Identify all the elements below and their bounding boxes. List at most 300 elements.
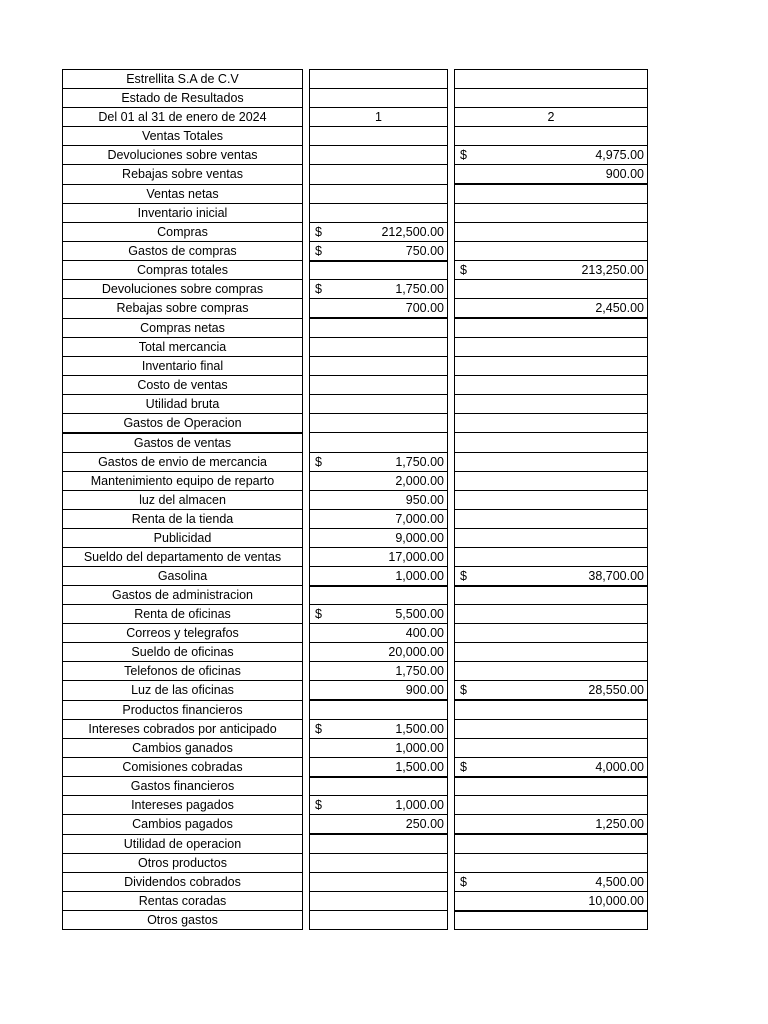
column-gap <box>303 566 310 586</box>
column-gap <box>448 222 455 241</box>
table-row <box>63 89 648 108</box>
column-1-cell <box>310 203 448 222</box>
column-1-cell <box>310 757 448 777</box>
row-label: Devoluciones sobre ventas <box>63 146 303 165</box>
amount-value: 700.00 <box>405 301 444 315</box>
row-label: Sueldo del departamento de ventas <box>63 547 303 566</box>
amount-value: 5,500.00 <box>395 607 444 621</box>
column-gap <box>448 413 455 433</box>
column-1-cell <box>310 586 448 605</box>
column-2-cell <box>455 318 648 337</box>
amount-value: 400.00 <box>405 626 444 640</box>
column-gap <box>448 681 455 701</box>
column-gap <box>448 815 455 835</box>
row-label: Gastos de administracion <box>63 586 303 605</box>
column-2-cell <box>455 796 648 815</box>
amount-value: 2 <box>547 110 555 124</box>
column-1-cell <box>310 662 448 681</box>
column-2-cell <box>455 490 648 509</box>
column-gap <box>303 146 310 165</box>
amount-value: 212,500.00 <box>381 224 444 239</box>
column-2-cell <box>455 528 648 547</box>
column-2-cell <box>455 834 648 853</box>
table-row <box>63 872 648 891</box>
column-1-cell <box>310 299 448 319</box>
column-gap <box>448 757 455 777</box>
table-row <box>63 280 648 299</box>
column-gap <box>303 184 310 203</box>
column-gap <box>303 433 310 453</box>
amount-value: 900.00 <box>405 683 444 697</box>
row-label: Comisiones cobradas <box>63 757 303 777</box>
column-gap <box>448 490 455 509</box>
amount-value: 950.00 <box>405 492 444 507</box>
column-2-cell <box>455 777 648 796</box>
column-1-cell <box>310 605 448 624</box>
column-gap <box>448 299 455 319</box>
currency-symbol: $ <box>315 721 322 736</box>
column-1-cell <box>310 222 448 241</box>
column-gap <box>448 108 455 127</box>
table-row <box>63 719 648 738</box>
row-label: Del 01 al 31 de enero de 2024 <box>63 108 303 127</box>
table-row <box>63 490 648 509</box>
column-1-cell <box>310 891 448 911</box>
row-label: Intereses pagados <box>63 796 303 815</box>
row-label: Gastos financieros <box>63 777 303 796</box>
table-row <box>63 738 648 757</box>
column-gap <box>448 70 455 89</box>
row-label: Estado de Resultados <box>63 89 303 108</box>
column-gap <box>448 624 455 643</box>
column-2-cell <box>455 222 648 241</box>
column-1-cell <box>310 127 448 146</box>
column-gap <box>303 911 310 930</box>
row-label: Gastos de envio de mercancia <box>63 452 303 471</box>
column-gap <box>303 757 310 777</box>
column-gap <box>303 375 310 394</box>
column-gap <box>303 891 310 911</box>
amount-value: 4,000.00 <box>595 759 644 774</box>
amount-value: 1,500.00 <box>395 721 444 736</box>
column-gap <box>448 738 455 757</box>
column-gap <box>448 662 455 681</box>
amount-value: 1,500.00 <box>395 759 444 774</box>
column-gap <box>303 624 310 643</box>
table-row <box>63 146 648 165</box>
row-label: Otros gastos <box>63 911 303 930</box>
row-label: Productos financieros <box>63 700 303 719</box>
currency-symbol: $ <box>460 263 467 277</box>
column-gap <box>448 566 455 586</box>
currency-symbol: $ <box>315 224 322 239</box>
column-2-cell <box>455 471 648 490</box>
column-gap <box>303 337 310 356</box>
currency-symbol: $ <box>315 798 322 812</box>
column-2-cell <box>455 815 648 835</box>
column-gap <box>448 777 455 796</box>
column-2-cell <box>455 413 648 433</box>
column-gap <box>303 662 310 681</box>
table-row <box>63 834 648 853</box>
amount-value: 2,000.00 <box>395 473 444 488</box>
column-gap <box>303 834 310 853</box>
column-gap <box>448 433 455 453</box>
column-2-cell <box>455 605 648 624</box>
column-gap <box>448 891 455 911</box>
row-label: Cambios pagados <box>63 815 303 835</box>
amount-value: 900.00 <box>605 167 644 181</box>
column-gap <box>448 127 455 146</box>
table-row <box>63 337 648 356</box>
column-gap <box>303 509 310 528</box>
column-1-cell <box>310 566 448 586</box>
column-2-cell <box>455 566 648 586</box>
currency-symbol: $ <box>315 282 322 296</box>
column-2-cell <box>455 89 648 108</box>
column-2-cell <box>455 280 648 299</box>
column-gap <box>448 394 455 413</box>
column-gap <box>303 528 310 547</box>
table-row <box>63 911 648 930</box>
amount-value: 250.00 <box>405 817 444 831</box>
row-label: Gasolina <box>63 566 303 586</box>
column-1-cell <box>310 394 448 413</box>
row-label: Gastos de Operacion <box>63 413 303 433</box>
table-row <box>63 222 648 241</box>
column-gap <box>303 700 310 719</box>
amount-value: 1 <box>375 110 382 124</box>
column-1-cell <box>310 241 448 261</box>
row-label: Compras totales <box>63 261 303 280</box>
column-2-cell <box>455 738 648 757</box>
column-gap <box>303 89 310 108</box>
amount-value: 4,500.00 <box>595 874 644 889</box>
table-row <box>63 662 648 681</box>
column-gap <box>303 719 310 738</box>
table-row <box>63 184 648 203</box>
column-1-cell <box>310 911 448 930</box>
currency-symbol: $ <box>460 759 467 774</box>
column-gap <box>448 586 455 605</box>
column-1-cell <box>310 509 448 528</box>
row-label: Ventas Totales <box>63 127 303 146</box>
column-gap <box>448 547 455 566</box>
column-gap <box>303 853 310 872</box>
amount-value: 1,750.00 <box>395 454 444 469</box>
row-label: Correos y telegrafos <box>63 624 303 643</box>
column-gap <box>448 700 455 719</box>
column-gap <box>448 528 455 547</box>
row-label: Dividendos cobrados <box>63 872 303 891</box>
income-statement-body <box>63 70 648 930</box>
row-label: Ventas netas <box>63 184 303 203</box>
table-row <box>63 375 648 394</box>
column-2-cell <box>455 337 648 356</box>
table-row <box>63 413 648 433</box>
table-row <box>63 356 648 375</box>
column-2-cell <box>455 891 648 911</box>
table-row <box>63 700 648 719</box>
table-row <box>63 261 648 280</box>
column-2-cell <box>455 299 648 319</box>
currency-symbol: $ <box>460 683 467 697</box>
table-row <box>63 757 648 777</box>
amount-value: 28,550.00 <box>588 683 644 697</box>
column-1-cell <box>310 815 448 835</box>
table-row <box>63 452 648 471</box>
column-gap <box>303 872 310 891</box>
table-row <box>63 586 648 605</box>
table-row <box>63 394 648 413</box>
column-2-cell <box>455 203 648 222</box>
table-row <box>63 108 648 127</box>
column-gap <box>448 165 455 185</box>
column-gap <box>448 452 455 471</box>
column-gap <box>303 738 310 757</box>
currency-symbol: $ <box>315 607 322 621</box>
table-row <box>63 299 648 319</box>
column-gap <box>448 337 455 356</box>
column-2-cell <box>455 433 648 453</box>
column-2-cell <box>455 108 648 127</box>
row-label: Compras <box>63 222 303 241</box>
amount-value: 20,000.00 <box>388 645 444 659</box>
table-row <box>63 643 648 662</box>
column-1-cell <box>310 337 448 356</box>
table-row <box>63 203 648 222</box>
table-row <box>63 777 648 796</box>
amount-value: 38,700.00 <box>588 568 644 583</box>
income-statement-table <box>62 69 648 930</box>
table-row <box>63 796 648 815</box>
column-1-cell <box>310 318 448 337</box>
column-2-cell <box>455 719 648 738</box>
table-row <box>63 891 648 911</box>
table-row <box>63 433 648 453</box>
column-gap <box>303 490 310 509</box>
column-1-cell <box>310 490 448 509</box>
column-gap <box>303 681 310 701</box>
column-gap <box>303 299 310 319</box>
column-gap <box>448 834 455 853</box>
column-2-cell <box>455 356 648 375</box>
column-gap <box>448 796 455 815</box>
amount-value: 1,250.00 <box>595 817 644 831</box>
table-row <box>63 241 648 261</box>
column-gap <box>448 146 455 165</box>
row-label: Inventario inicial <box>63 203 303 222</box>
column-1-cell <box>310 413 448 433</box>
row-label: Sueldo de oficinas <box>63 643 303 662</box>
column-1-cell <box>310 146 448 165</box>
column-gap <box>448 872 455 891</box>
amount-value: 7,000.00 <box>395 511 444 526</box>
amount-value: 1,000.00 <box>395 798 444 812</box>
column-gap <box>303 547 310 566</box>
column-2-cell <box>455 547 648 566</box>
column-1-cell <box>310 796 448 815</box>
column-gap <box>448 203 455 222</box>
column-gap <box>303 318 310 337</box>
column-gap <box>448 853 455 872</box>
currency-symbol: $ <box>315 243 322 258</box>
column-gap <box>303 356 310 375</box>
amount-value: 1,000.00 <box>395 740 444 755</box>
column-1-cell <box>310 547 448 566</box>
column-gap <box>448 719 455 738</box>
column-1-cell <box>310 738 448 757</box>
table-row <box>63 509 648 528</box>
column-1-cell <box>310 471 448 490</box>
column-gap <box>448 318 455 337</box>
amount-value: 17,000.00 <box>388 549 444 564</box>
column-gap <box>448 356 455 375</box>
row-label: Gastos de compras <box>63 241 303 261</box>
row-label: Otros productos <box>63 853 303 872</box>
row-label: Cambios ganados <box>63 738 303 757</box>
table-row <box>63 605 648 624</box>
column-2-cell <box>455 241 648 261</box>
row-label: luz del almacen <box>63 490 303 509</box>
amount-value: 213,250.00 <box>581 263 644 277</box>
column-2-cell <box>455 681 648 701</box>
table-row <box>63 471 648 490</box>
column-1-cell <box>310 70 448 89</box>
row-label: Total mercancia <box>63 337 303 356</box>
currency-symbol: $ <box>460 874 467 889</box>
amount-value: 4,975.00 <box>595 148 644 162</box>
column-gap <box>303 70 310 89</box>
row-label: Renta de la tienda <box>63 509 303 528</box>
column-gap <box>448 280 455 299</box>
column-2-cell <box>455 509 648 528</box>
column-gap <box>448 261 455 280</box>
row-label: Costo de ventas <box>63 375 303 394</box>
table-row <box>63 624 648 643</box>
amount-value: 750.00 <box>405 243 444 258</box>
column-1-cell <box>310 356 448 375</box>
column-1-cell <box>310 165 448 185</box>
column-1-cell <box>310 375 448 394</box>
column-1-cell <box>310 834 448 853</box>
column-gap <box>303 815 310 835</box>
table-row <box>63 165 648 185</box>
column-2-cell <box>455 165 648 185</box>
column-2-cell <box>455 70 648 89</box>
row-label: Devoluciones sobre compras <box>63 280 303 299</box>
table-row <box>63 815 648 835</box>
row-label: Telefonos de oficinas <box>63 662 303 681</box>
column-2-cell <box>455 586 648 605</box>
column-1-cell <box>310 184 448 203</box>
column-2-cell <box>455 375 648 394</box>
column-2-cell <box>455 146 648 165</box>
row-label: Inventario final <box>63 356 303 375</box>
column-gap <box>448 375 455 394</box>
column-gap <box>303 108 310 127</box>
column-gap <box>448 509 455 528</box>
row-label: Rebajas sobre compras <box>63 299 303 319</box>
column-gap <box>303 280 310 299</box>
column-gap <box>448 89 455 108</box>
currency-symbol: $ <box>460 148 467 162</box>
row-label: Publicidad <box>63 528 303 547</box>
row-label: Compras netas <box>63 318 303 337</box>
column-gap <box>303 605 310 624</box>
column-gap <box>303 241 310 261</box>
table-row <box>63 528 648 547</box>
column-gap <box>303 777 310 796</box>
row-label: Renta de oficinas <box>63 605 303 624</box>
table-row <box>63 566 648 586</box>
table-row <box>63 70 648 89</box>
column-gap <box>303 394 310 413</box>
column-2-cell <box>455 624 648 643</box>
column-1-cell <box>310 280 448 299</box>
column-2-cell <box>455 261 648 280</box>
row-label: Rebajas sobre ventas <box>63 165 303 185</box>
column-gap <box>448 643 455 662</box>
column-2-cell <box>455 394 648 413</box>
column-gap <box>303 165 310 185</box>
amount-value: 2,450.00 <box>595 301 644 315</box>
column-gap <box>448 605 455 624</box>
column-2-cell <box>455 911 648 930</box>
column-2-cell <box>455 853 648 872</box>
amount-value: 1,750.00 <box>395 664 444 678</box>
amount-value: 1,750.00 <box>395 282 444 296</box>
column-gap <box>448 911 455 930</box>
column-1-cell <box>310 872 448 891</box>
column-1-cell <box>310 89 448 108</box>
amount-value: 9,000.00 <box>395 530 444 545</box>
table-row <box>63 318 648 337</box>
table-row <box>63 127 648 146</box>
column-gap <box>303 471 310 490</box>
amount-value: 10,000.00 <box>588 893 644 908</box>
column-1-cell <box>310 700 448 719</box>
column-2-cell <box>455 700 648 719</box>
column-2-cell <box>455 872 648 891</box>
row-label: Estrellita S.A de C.V <box>63 70 303 89</box>
column-gap <box>303 643 310 662</box>
column-gap <box>303 452 310 471</box>
column-gap <box>303 127 310 146</box>
column-gap <box>303 261 310 280</box>
row-label: Rentas coradas <box>63 891 303 911</box>
column-gap <box>303 413 310 433</box>
row-label: Intereses cobrados por anticipado <box>63 719 303 738</box>
column-gap <box>448 184 455 203</box>
amount-value: 1,000.00 <box>395 568 444 583</box>
row-label: Gastos de ventas <box>63 433 303 453</box>
column-1-cell <box>310 719 448 738</box>
column-1-cell <box>310 643 448 662</box>
table-row <box>63 681 648 701</box>
column-1-cell <box>310 853 448 872</box>
row-label: Luz de las oficinas <box>63 681 303 701</box>
column-1-cell <box>310 452 448 471</box>
column-2-cell <box>455 643 648 662</box>
column-1-cell <box>310 624 448 643</box>
column-1-cell <box>310 261 448 280</box>
column-1-cell <box>310 108 448 127</box>
column-gap <box>303 796 310 815</box>
column-gap <box>303 586 310 605</box>
column-1-cell <box>310 528 448 547</box>
column-gap <box>448 471 455 490</box>
